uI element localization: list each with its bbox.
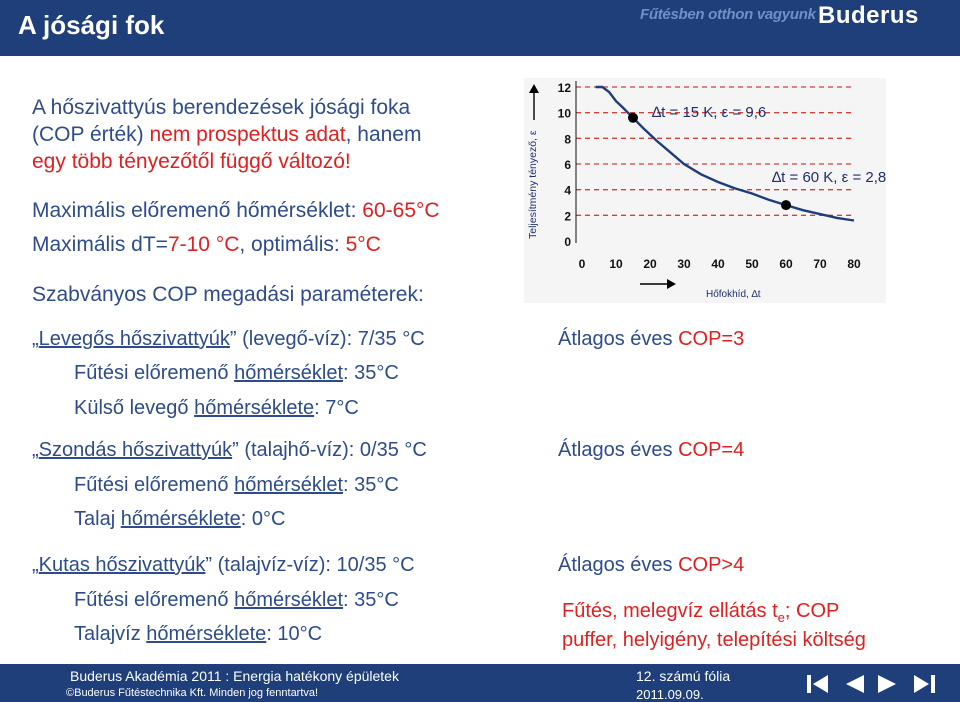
y-tick-label: 0 (564, 235, 571, 249)
intro-line2-pre: (COP érték) (32, 123, 150, 146)
pump-probe-spec: ” (talajhő-víz): 0/35 °C (232, 439, 427, 461)
footer-bar (0, 664, 960, 702)
note-line1-post: ; COP (784, 600, 840, 622)
pump-air-cop-value: COP=3 (678, 328, 745, 350)
x-tick-label: 50 (745, 257, 759, 271)
x-tick-label: 0 (578, 257, 586, 271)
slogan-text: Fűtésben otthon vagyunk (640, 6, 816, 23)
x-tick-label: 30 (677, 257, 691, 271)
y-tick-label: 4 (564, 183, 571, 198)
y-tick-label: 12 (557, 81, 571, 95)
next-slide-icon[interactable] (876, 673, 900, 695)
x-tick-label: 10 (609, 257, 623, 271)
x-axis-arrowhead (667, 279, 676, 289)
intro-line2-red: nem prospektus adat (149, 123, 346, 146)
pump-probe-flow-u: hőmérséklet (234, 474, 344, 496)
pump-well-src-u: hőmérséklete (146, 623, 267, 645)
pump-probe-flow-val: : 35°C (343, 474, 399, 496)
pump-well-src-pre: Talajvíz (74, 623, 147, 645)
pump-well-cop-value: COP>4 (678, 554, 745, 576)
max-flow-value: 60-65°C (362, 199, 440, 222)
pump-air-flow-pre: Fűtési előremenő (74, 362, 235, 384)
x-tick-label: 80 (847, 257, 861, 271)
standard-cop-heading: Szabványos COP megadási paraméterek: (32, 283, 424, 306)
pump-air-src-val: : 7°C (314, 397, 359, 419)
pump-probe-quote: „ (32, 439, 39, 461)
x-tick-label: 60 (779, 257, 793, 271)
note-line1-sub: e (777, 610, 785, 625)
y-tick-label: 2 (564, 209, 571, 224)
pump-air-name: Levegős hőszivattyúk (38, 328, 230, 350)
pump-probe-src-val: : 0°C (240, 508, 286, 530)
pump-air-src-pre: Külső levegő (74, 397, 195, 419)
point-label: ∆t = 15 K, ε = 9,6 (652, 104, 767, 121)
pump-well-flow-u: hőmérséklet (234, 589, 344, 611)
pump-air-src-u: hőmérséklete (194, 397, 315, 419)
footer-academy: Buderus Akadémia 2011 : Energia hatékony épületek (70, 668, 399, 684)
pump-well-cop-label: Átlagos éves (558, 554, 679, 576)
note-line2: puffer, helyigény, telepítési költség (562, 629, 866, 651)
note-line1-pre: Fűtés, melegvíz ellátás t (562, 600, 778, 622)
pump-probe-flow-pre: Fűtési előremenő (74, 474, 235, 496)
pump-probe-src-pre: Talaj (74, 508, 121, 530)
max-flow-label: Maximális előremenő hőmérséklet: (32, 199, 363, 222)
highlight-point (628, 113, 638, 123)
first-slide-icon[interactable] (806, 673, 830, 695)
intro-line1: A hőszivattyús berendezések jósági foka (32, 96, 411, 119)
pump-probe-name: Szondás hőszivattyúk (38, 439, 233, 461)
pump-well-flow-val: : 35°C (343, 589, 399, 611)
last-slide-icon[interactable] (912, 673, 936, 695)
max-dt-optimal: 5°C (345, 233, 381, 256)
pump-well-spec: ” (talajvíz-víz): 10/35 °C (205, 554, 415, 576)
x-axis-label: Hőfokhíd, ∆t (706, 289, 761, 300)
max-dt-mid: , optimális: (239, 233, 346, 256)
pump-air-flow-val: : 35°C (343, 362, 399, 384)
intro-line3-red: egy több tényezőtől függő változó! (32, 150, 351, 173)
buderus-logo: Buderus (818, 2, 919, 29)
pump-well-name: Kutas hőszivattyúk (38, 554, 206, 576)
y-tick-label: 10 (557, 106, 571, 121)
pump-well-quote: „ (32, 554, 39, 576)
pump-probe-cop-value: COP=4 (678, 439, 745, 461)
x-tick-label: 70 (813, 257, 827, 271)
pump-air-quote: „ (32, 328, 39, 350)
footer-folio: 12. számú fólia (636, 668, 731, 684)
pump-well-flow-pre: Fűtési előremenő (74, 589, 235, 611)
pump-air-spec: ” (levegő-víz): 7/35 °C (229, 328, 425, 350)
pump-air-flow-u: hőmérséklet (234, 362, 344, 384)
y-tick-label: 8 (564, 132, 571, 147)
y-tick-label: 6 (564, 158, 571, 172)
pump-probe-cop-label: Átlagos éves (558, 439, 679, 461)
x-tick-label: 40 (711, 257, 725, 271)
pump-probe-src-u: hőmérséklete (120, 508, 241, 530)
x-tick-label: 20 (643, 257, 657, 271)
highlight-point (781, 200, 791, 210)
max-dt-value: 7-10 °C (167, 233, 240, 256)
previous-slide-icon[interactable] (842, 673, 866, 695)
y-axis-arrowhead (529, 84, 539, 93)
footer-copyright: ©Buderus Fűtéstechnika Kft. Minden jog fenntartva! (66, 687, 319, 699)
pump-well-src-val: : 10°C (266, 623, 323, 645)
intro-line2-post: , hanem (345, 123, 422, 146)
max-dt-label: Maximális dT= (32, 233, 168, 256)
pump-air-cop-label: Átlagos éves (558, 328, 679, 350)
slide-title: A jósági fok (18, 10, 165, 40)
y-axis-label: Teljesítmény tényező, ε (527, 130, 539, 239)
point-label: ∆t = 60 K, ε = 2,8 (772, 169, 887, 186)
footer-date: 2011.09.09. (636, 687, 704, 702)
